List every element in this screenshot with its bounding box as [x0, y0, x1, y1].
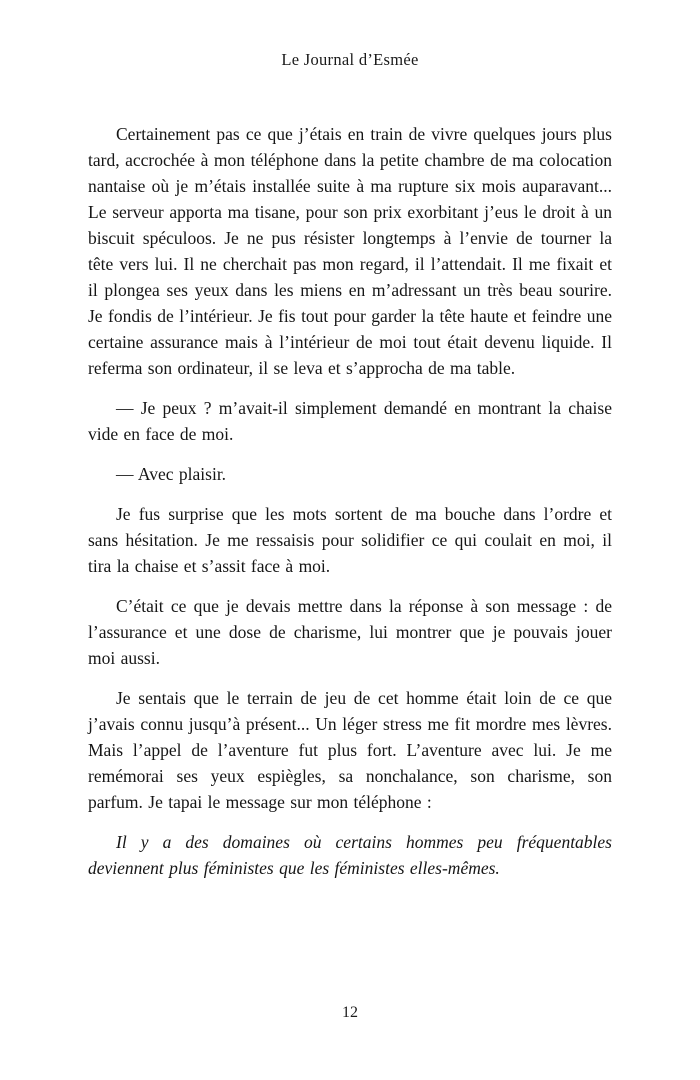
body-text-block [88, 121, 612, 895]
dialogue-paragraph: — Avec plaisir. [116, 464, 227, 484]
paragraph: C’était ce que je devais mettre dans la réponse à son message : de l’assurance et une dose de charisme, lui montrer que je pouvais jouer moi aussi. [88, 596, 612, 668]
quote-paragraph: Il y a des domaines où certains hommes peu fréquentables deviennent plus féministes que les féministes elles-mêmes. [88, 832, 612, 878]
paragraph: Certainement pas ce que j’étais en train de vivre quelques jours plus tard, accrochée à mon téléphone dans la petite chambre de ma colocation nantaise où je m’étais installée suite à ma rupture six mois auparavant... Le serveur apporta ma tisane, pour son prix exorbitant j’eus le droit à un biscuit spéculoos. Je ne pus résister longtemps à l’envie de tourner la tête vers lui. Il ne cherchait pas mon regard, il l’attendait. Il me fixait et il plongea ses yeux dans les miens en m’adressant un très beau sourire. Je fondis de l’intérieur. Je fis tout pour garder la tête haute et feindre une certaine assurance mais à l’intérieur de moi tout était devenu liquide. Il referma son ordinateur, il se leva et s’approcha de ma table. [88, 124, 612, 378]
paragraph: Je sentais que le terrain de jeu de cet homme était loin de ce que j’avais connu jusqu’à présent... Un léger stress me fit mordre mes lèvres. Mais l’appel de l’aventure fut plus fort. L’aventure avec lui. Je me remémorai ses yeux espiègles, sa nonchalance, son charisme, son parfum. Je tapai le message sur mon téléphone : [88, 688, 612, 812]
page-number: 12 [342, 1004, 358, 1021]
paragraph: Je fus surprise que les mots sortent de ma bouche dans l’ordre et sans hésitation. Je me ressaisis pour solidifier ce qui coulait en moi, il tira la chaise et s’assit face à moi. [88, 504, 612, 576]
running-head-title: Le Journal d’Esmée [281, 50, 419, 69]
dialogue-paragraph: — Je peux ? m’avait-il simplement demandé en montrant la chaise vide en face de moi. [88, 398, 612, 444]
